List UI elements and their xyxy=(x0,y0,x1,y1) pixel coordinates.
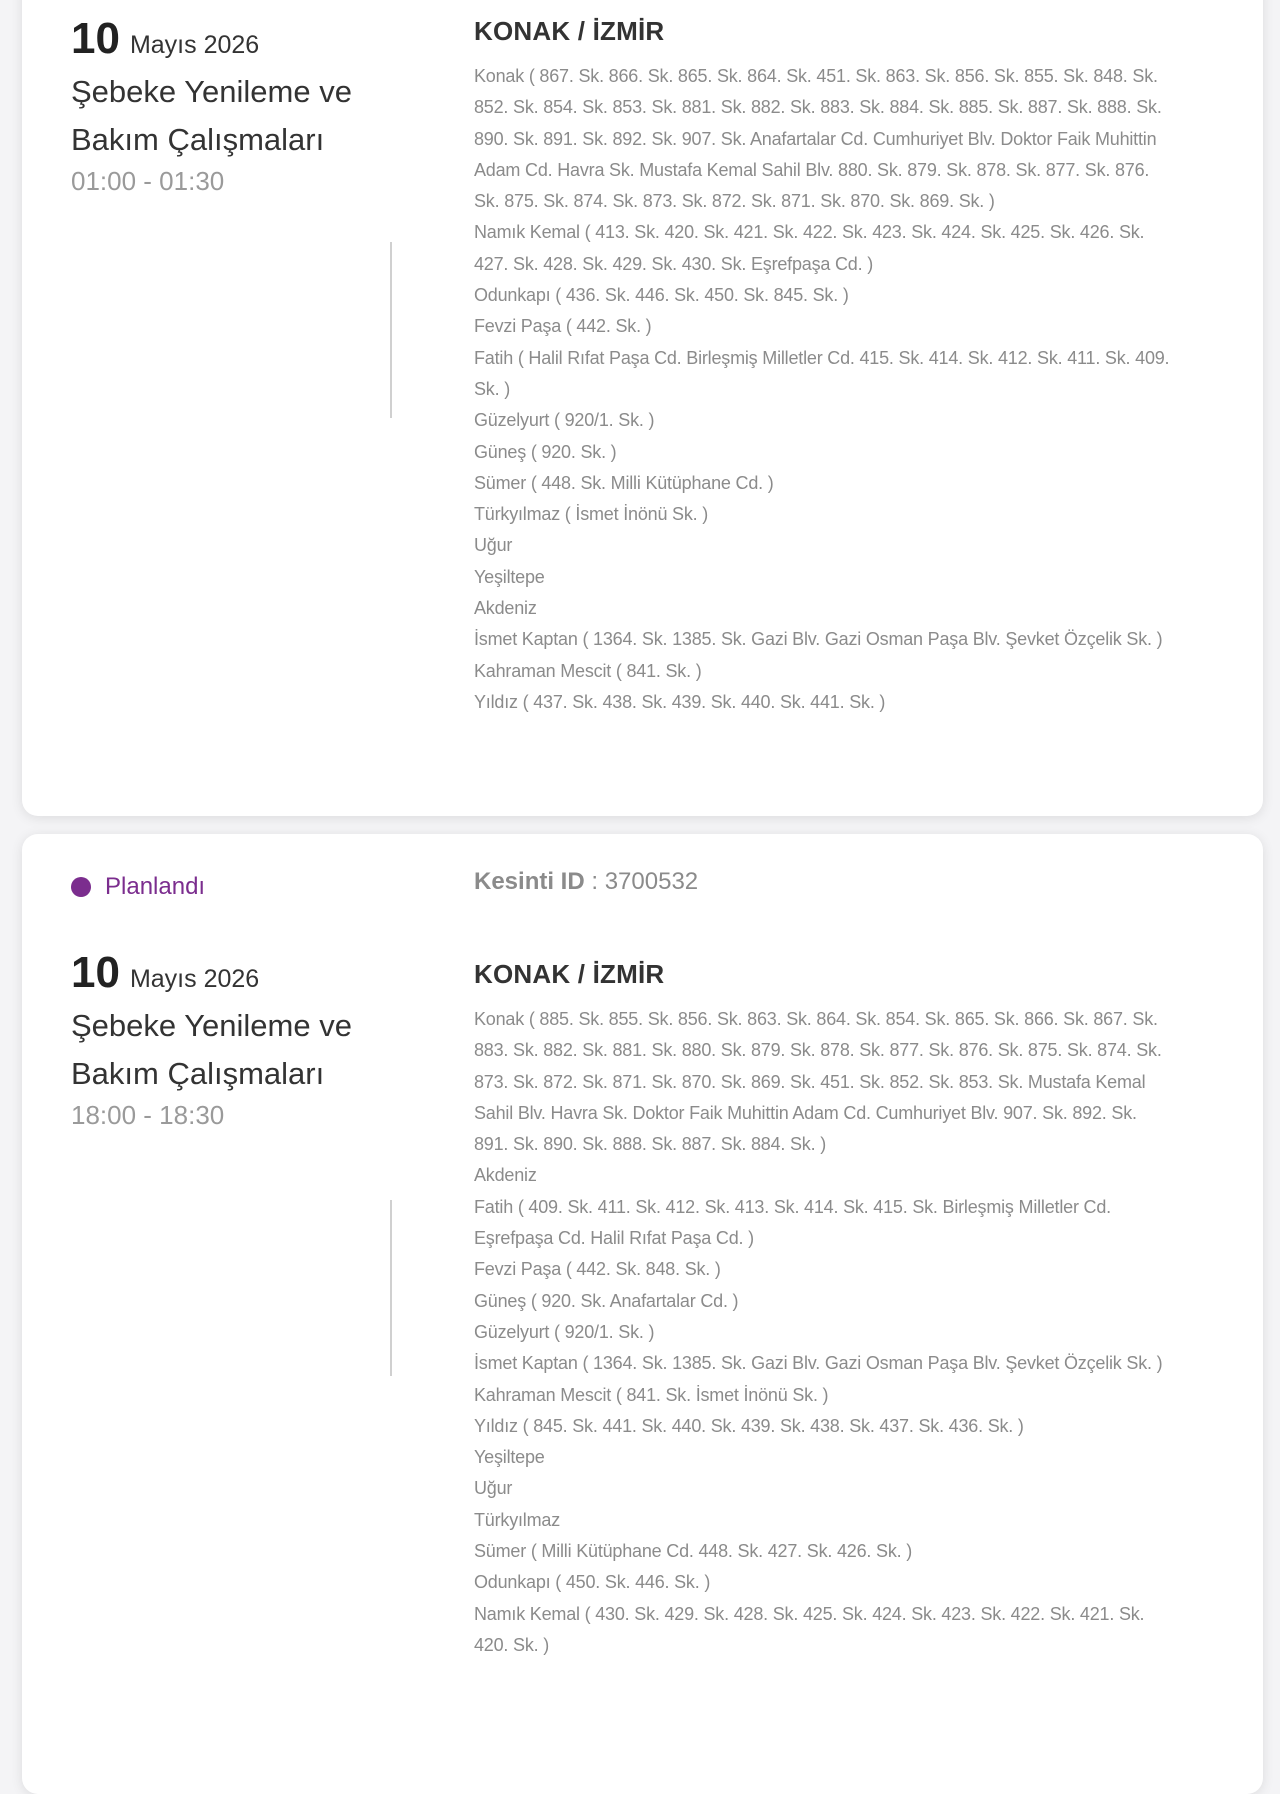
area-item: Yeşiltepe xyxy=(474,566,545,587)
area-item: Fevzi Paşa ( 442. Sk. 848. Sk. ) xyxy=(474,1259,721,1280)
area-item: Fevzi Paşa ( 442. Sk. ) xyxy=(474,316,652,337)
time-range: 01:00 - 01:30 xyxy=(71,166,225,196)
outage-details xyxy=(474,959,1174,1661)
area-item: Akdeniz xyxy=(474,598,537,619)
area-item: Odunkapı ( 436. Sk. 446. Sk. 450. Sk. 845. Sk. ) xyxy=(474,285,849,306)
area-item: Yeşiltepe xyxy=(474,1447,545,1468)
outage-card xyxy=(22,0,1263,816)
area-item: Fatih ( 409. Sk. 411. Sk. 412. Sk. 413. Sk. 414. Sk. 415. Sk. Birleşmiş Milletler Cd. Eşrefpaşa Cd. Halil Rıfat Paşa Cd. ) xyxy=(474,1196,1111,1249)
area-list xyxy=(474,61,1174,718)
outage-id-label: Kesinti ID xyxy=(474,868,585,895)
area-item: Uğur xyxy=(474,535,513,556)
date-month-year: Mayıs 2026 xyxy=(129,31,260,59)
area-item: Yıldız ( 845. Sk. 441. Sk. 440. Sk. 439. Sk. 438. Sk. 437. Sk. 436. Sk. ) xyxy=(474,1415,1024,1436)
district-title: KONAK / İZMİR xyxy=(474,959,665,989)
area-item: İsmet Kaptan ( 1364. Sk. 1385. Sk. Gazi Blv. Gazi Osman Paşa Blv. Şevket Özçelik Sk. ) xyxy=(474,629,1163,650)
area-item: Uğur xyxy=(474,1478,513,1499)
outage-summary xyxy=(71,14,401,197)
area-item: Güneş ( 920. Sk. Anafartalar Cd. ) xyxy=(474,1290,739,1311)
area-item: Konak ( 867. Sk. 866. Sk. 865. Sk. 864. Sk. 451. Sk. 863. Sk. 856. Sk. 855. Sk. 848. Sk. 852. Sk. 854. Sk. 853. Sk. 881. Sk. 882. Sk. 883. Sk. 884. Sk. 885. Sk. 887. Sk. 888. Sk. 890. Sk. 891. Sk. 892. Sk. 907. Sk. Anafartalar Cd. Cumhuriyet Blv. Doktor Faik Muhittin Adam Cd. Havra Sk. Mustafa Kemal Sahil Blv. 880. Sk. 879. Sk. 878. Sk. 877. Sk. 876. Sk. 875. Sk. 874. Sk. 873. Sk. 872. Sk. 871. Sk. 870. Sk. 869. Sk. ) xyxy=(474,66,1162,212)
vertical-divider xyxy=(390,242,392,418)
area-item: Odunkapı ( 450. Sk. 446. Sk. ) xyxy=(474,1572,711,1593)
area-item: Yıldız ( 437. Sk. 438. Sk. 439. Sk. 440. Sk. 441. Sk. ) xyxy=(474,691,886,712)
outage-id xyxy=(474,868,698,896)
outage-card xyxy=(22,834,1263,1794)
outage-details xyxy=(474,16,1174,718)
area-item: Fatih ( Halil Rıfat Paşa Cd. Birleşmiş Milletler Cd. 415. Sk. 414. Sk. 412. Sk. 411. Sk. 409. Sk. ) xyxy=(474,347,1170,399)
area-item: Türkyılmaz xyxy=(474,1509,561,1530)
work-type: Şebeke Yenileme ve Bakım Çalışmaları xyxy=(71,1008,352,1091)
area-item: Namık Kemal ( 413. Sk. 420. Sk. 421. Sk. 422. Sk. 423. Sk. 424. Sk. 425. Sk. 426. Sk. 427. Sk. 428. Sk. 429. Sk. 430. Sk. Eşrefpaşa Cd. ) xyxy=(474,222,1145,274)
outage-id-value: 3700532 xyxy=(604,868,699,895)
area-item: Akdeniz xyxy=(474,1165,537,1186)
status-dot-icon xyxy=(71,877,91,897)
area-item: Türkyılmaz ( İsmet İnönü Sk. ) xyxy=(474,504,709,525)
date-day: 10 xyxy=(71,14,120,63)
outage-id-separator: : xyxy=(584,868,605,895)
outage-date xyxy=(71,948,401,998)
area-item: Konak ( 885. Sk. 855. Sk. 856. Sk. 863. Sk. 864. Sk. 854. Sk. 865. Sk. 866. Sk. 867. Sk. 883. Sk. 882. Sk. 881. Sk. 880. Sk. 879. Sk. 878. Sk. 877. Sk. 876. Sk. 875. Sk. 874. Sk. 873. Sk. 872. Sk. 871. Sk. 870. Sk. 869. Sk. 451. Sk. 852. Sk. 853. Sk. Mustafa Kemal Sahil Blv. Havra Sk. Doktor Faik Muhittin Adam Cd. Cumhuriyet Blv. 907. Sk. 892. Sk. 891. Sk. 890. Sk. 888. Sk. 887. Sk. 884. Sk. ) xyxy=(474,1009,1162,1155)
area-item: Namık Kemal ( 430. Sk. 429. Sk. 428. Sk. 425. Sk. 424. Sk. 423. Sk. 422. Sk. 421. Sk. 420. Sk. ) xyxy=(474,1603,1145,1655)
area-item: Güneş ( 920. Sk. ) xyxy=(474,441,617,462)
date-month-year: Mayıs 2026 xyxy=(129,965,260,993)
area-item: Kahraman Mescit ( 841. Sk. ) xyxy=(474,660,702,681)
vertical-divider xyxy=(390,1200,392,1376)
district-title: KONAK / İZMİR xyxy=(474,16,665,46)
area-item: Güzelyurt ( 920/1. Sk. ) xyxy=(474,1321,655,1342)
area-item: Güzelyurt ( 920/1. Sk. ) xyxy=(474,410,655,431)
outage-date xyxy=(71,14,401,64)
time-range: 18:00 - 18:30 xyxy=(71,1100,225,1130)
area-item: Kahraman Mescit ( 841. Sk. İsmet İnönü Sk. ) xyxy=(474,1384,829,1405)
area-list xyxy=(474,1004,1174,1661)
area-item: İsmet Kaptan ( 1364. Sk. 1385. Sk. Gazi Blv. Gazi Osman Paşa Blv. Şevket Özçelik Sk. ) xyxy=(474,1353,1163,1374)
outage-summary xyxy=(71,948,401,1131)
area-item: Sümer ( Milli Kütüphane Cd. 448. Sk. 427. Sk. 426. Sk. ) xyxy=(474,1541,913,1562)
status-badge xyxy=(71,873,205,901)
work-type: Şebeke Yenileme ve Bakım Çalışmaları xyxy=(71,74,352,157)
status-label: Planlandı xyxy=(105,873,206,900)
area-item: Sümer ( 448. Sk. Milli Kütüphane Cd. ) xyxy=(474,472,774,493)
date-day: 10 xyxy=(71,948,120,997)
